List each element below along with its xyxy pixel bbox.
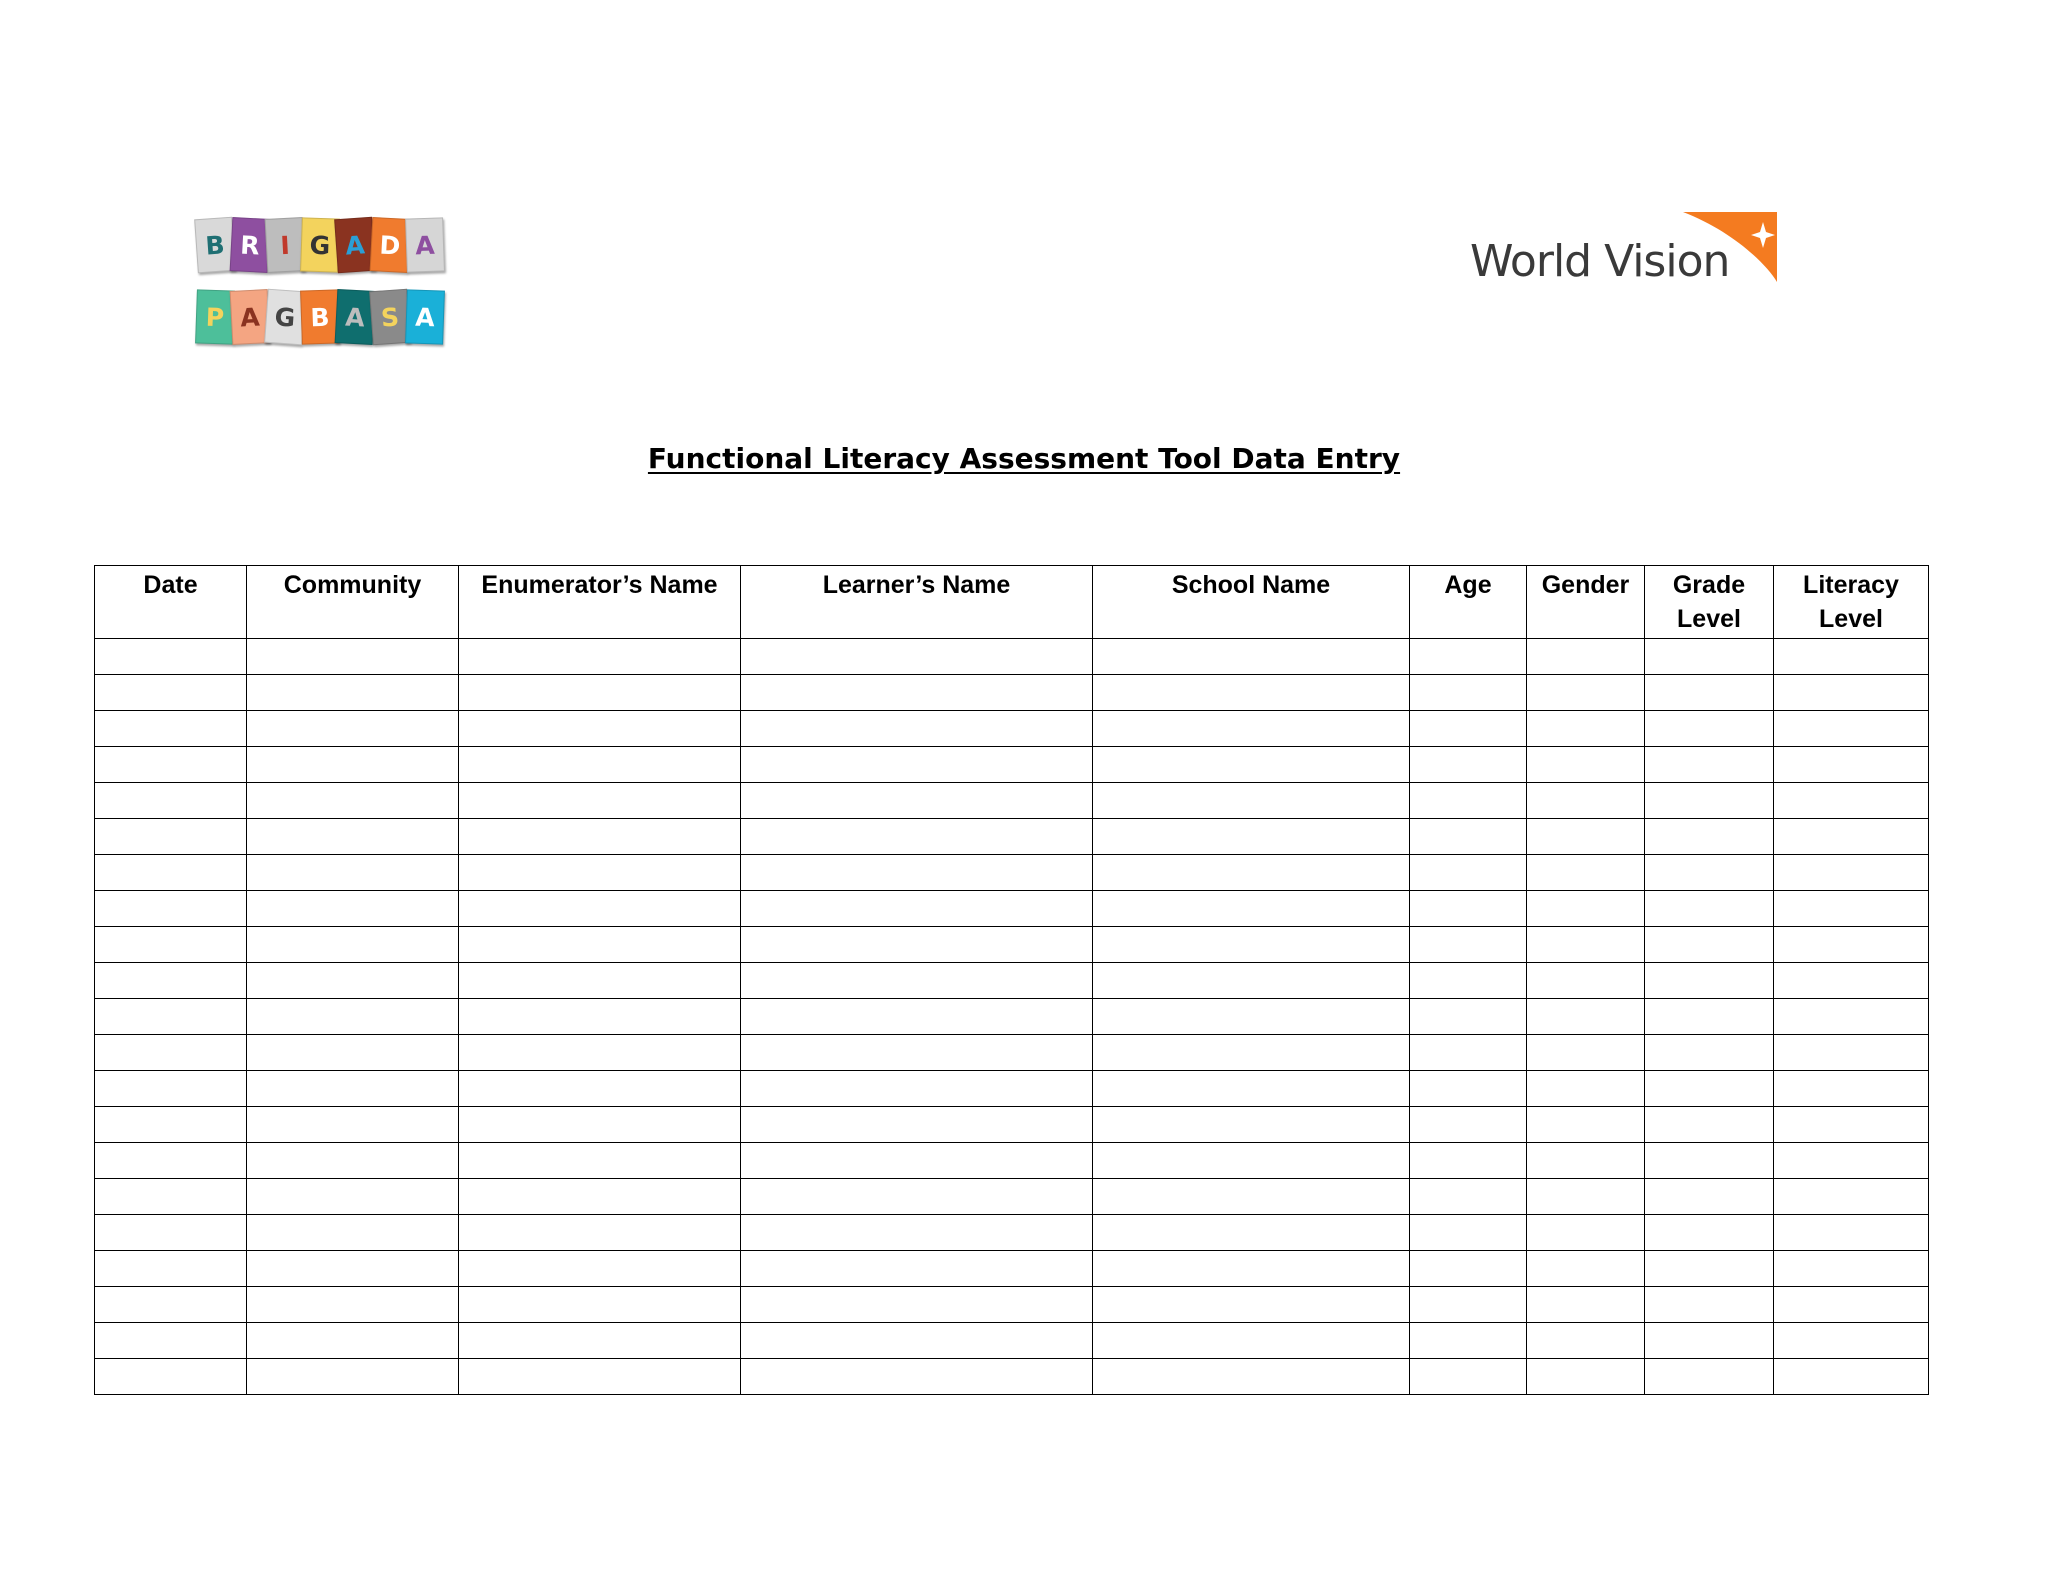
table-cell[interactable] — [1410, 963, 1527, 999]
table-cell[interactable] — [247, 855, 459, 891]
table-cell[interactable] — [95, 927, 247, 963]
table-cell[interactable] — [247, 999, 459, 1035]
brigada-letter-tile: D — [370, 217, 411, 273]
table-cell[interactable] — [1645, 1071, 1774, 1107]
table-cell[interactable] — [1410, 999, 1527, 1035]
page-title: Functional Literacy Assessment Tool Data Entry — [647, 442, 1401, 475]
table-cell[interactable] — [95, 1143, 247, 1179]
table-cell[interactable] — [1774, 927, 1929, 963]
brigada-letter-tile: G — [300, 217, 340, 272]
table-cell[interactable] — [1645, 783, 1774, 819]
table-cell[interactable] — [741, 747, 1093, 783]
table-cell[interactable] — [741, 963, 1093, 999]
table-cell[interactable] — [459, 1287, 741, 1323]
table-cell[interactable] — [1410, 1179, 1527, 1215]
table-cell[interactable] — [1527, 1071, 1645, 1107]
table-cell[interactable] — [247, 639, 459, 675]
table-cell[interactable] — [741, 711, 1093, 747]
table-cell[interactable] — [1527, 1287, 1645, 1323]
table-cell[interactable] — [1410, 1359, 1527, 1395]
table-cell[interactable] — [1645, 1215, 1774, 1251]
table-cell[interactable] — [1645, 1035, 1774, 1071]
table-cell[interactable] — [741, 1359, 1093, 1395]
table-cell[interactable] — [247, 1251, 459, 1287]
pagbasa-letter-tile: P — [195, 289, 235, 344]
table-cell[interactable] — [95, 1179, 247, 1215]
table-cell[interactable] — [95, 1323, 247, 1359]
table-cell[interactable] — [1410, 1107, 1527, 1143]
table-cell[interactable] — [459, 1143, 741, 1179]
table-row — [95, 1035, 1929, 1071]
table-cell[interactable] — [247, 963, 459, 999]
pagbasa-letter-tile: A — [405, 289, 445, 344]
table-cell[interactable] — [459, 999, 741, 1035]
table-cell[interactable] — [741, 675, 1093, 711]
table-cell[interactable] — [1645, 639, 1774, 675]
table-cell[interactable] — [1093, 963, 1410, 999]
world-vision-star-icon — [1675, 210, 1795, 286]
table-cell[interactable] — [247, 1215, 459, 1251]
pagbasa-letter-tile: G — [264, 289, 306, 346]
table-row — [95, 999, 1929, 1035]
table-cell[interactable] — [1645, 1323, 1774, 1359]
table-cell[interactable] — [1645, 891, 1774, 927]
table-cell[interactable] — [459, 891, 741, 927]
table-cell[interactable] — [459, 1251, 741, 1287]
table-cell[interactable] — [247, 1179, 459, 1215]
table-cell[interactable] — [1410, 1143, 1527, 1179]
pagbasa-letter-tile: B — [300, 289, 340, 344]
table-cell[interactable] — [1410, 855, 1527, 891]
table-cell[interactable] — [1093, 927, 1410, 963]
table-cell[interactable] — [1774, 711, 1929, 747]
table-cell[interactable] — [1527, 783, 1645, 819]
column-header-gender: Gender — [1527, 566, 1645, 639]
table-cell[interactable] — [1527, 1107, 1645, 1143]
table-cell[interactable] — [1527, 1359, 1645, 1395]
table-row — [95, 855, 1929, 891]
table-cell[interactable] — [1410, 1215, 1527, 1251]
table-row — [95, 1359, 1929, 1395]
table-cell[interactable] — [95, 1359, 247, 1395]
table-cell[interactable] — [1774, 819, 1929, 855]
table-cell[interactable] — [741, 1107, 1093, 1143]
table-cell[interactable] — [1774, 639, 1929, 675]
table-cell[interactable] — [1774, 675, 1929, 711]
table-cell[interactable] — [741, 1251, 1093, 1287]
table-cell[interactable] — [1093, 711, 1410, 747]
table-cell[interactable] — [1410, 639, 1527, 675]
table-cell[interactable] — [1774, 1287, 1929, 1323]
table-cell[interactable] — [1527, 639, 1645, 675]
brigada-letter-tile: I — [265, 217, 306, 273]
column-header-date: Date — [95, 566, 247, 639]
table-row — [95, 711, 1929, 747]
table-cell[interactable] — [1527, 675, 1645, 711]
brigada-letter-tile: A — [405, 217, 445, 272]
table-cell[interactable] — [741, 927, 1093, 963]
pagbasa-letter-tile: A — [230, 289, 271, 345]
table-cell[interactable] — [95, 1035, 247, 1071]
table-cell[interactable] — [459, 819, 741, 855]
table-cell[interactable] — [95, 891, 247, 927]
brigada-pagbasa-logo — [196, 212, 452, 360]
table-cell[interactable] — [1645, 819, 1774, 855]
table-cell[interactable] — [1093, 1143, 1410, 1179]
table-cell[interactable] — [459, 1359, 741, 1395]
table-cell[interactable] — [1410, 1251, 1527, 1287]
table-row — [95, 1071, 1929, 1107]
table-row — [95, 783, 1929, 819]
table-cell[interactable] — [1410, 747, 1527, 783]
table-cell[interactable] — [459, 855, 741, 891]
table-cell[interactable] — [459, 1071, 741, 1107]
table-cell[interactable] — [95, 963, 247, 999]
table-cell[interactable] — [1410, 1035, 1527, 1071]
pagbasa-letter-tile: S — [369, 289, 411, 346]
table-cell[interactable] — [1645, 747, 1774, 783]
table-row — [95, 1143, 1929, 1179]
table-cell[interactable] — [1410, 1323, 1527, 1359]
table-cell[interactable] — [459, 639, 741, 675]
table-cell[interactable] — [741, 1323, 1093, 1359]
table-cell[interactable] — [1527, 1179, 1645, 1215]
table-cell[interactable] — [95, 1215, 247, 1251]
table-cell[interactable] — [459, 1215, 741, 1251]
table-cell[interactable] — [247, 783, 459, 819]
table-cell[interactable] — [95, 747, 247, 783]
table-cell[interactable] — [247, 927, 459, 963]
table-cell[interactable] — [1774, 1179, 1929, 1215]
table-cell[interactable] — [741, 1215, 1093, 1251]
table-cell[interactable] — [1774, 1323, 1929, 1359]
table-row — [95, 1323, 1929, 1359]
table-cell[interactable] — [1774, 855, 1929, 891]
table-cell[interactable] — [1645, 927, 1774, 963]
table-cell[interactable] — [1774, 1071, 1929, 1107]
table-cell[interactable] — [247, 1107, 459, 1143]
table-cell[interactable] — [1527, 999, 1645, 1035]
table-cell[interactable] — [247, 675, 459, 711]
table-cell[interactable] — [1527, 1143, 1645, 1179]
table-cell[interactable] — [1410, 1071, 1527, 1107]
table-cell[interactable] — [247, 1359, 459, 1395]
column-header-community: Community — [247, 566, 459, 639]
column-header-grade-level: Grade Level — [1645, 566, 1774, 639]
table-cell[interactable] — [1093, 1179, 1410, 1215]
table-cell[interactable] — [1527, 747, 1645, 783]
column-header-school-name: School Name — [1093, 566, 1410, 639]
table-cell[interactable] — [1093, 1251, 1410, 1287]
table-cell[interactable] — [247, 891, 459, 927]
table-cell[interactable] — [459, 963, 741, 999]
table-cell[interactable] — [459, 927, 741, 963]
column-header-learner-name: Learner’s Name — [741, 566, 1093, 639]
table-cell[interactable] — [1527, 855, 1645, 891]
table-cell[interactable] — [1093, 747, 1410, 783]
table-cell[interactable] — [741, 1287, 1093, 1323]
table-cell[interactable] — [1527, 891, 1645, 927]
brigada-letter-tile: B — [194, 217, 236, 274]
table-cell[interactable] — [1645, 1179, 1774, 1215]
table-cell[interactable] — [1093, 891, 1410, 927]
table-row — [95, 1251, 1929, 1287]
table-row — [95, 963, 1929, 999]
table-cell[interactable] — [1410, 783, 1527, 819]
table-cell[interactable] — [1645, 1143, 1774, 1179]
world-vision-wordmark: World Vision — [1470, 236, 1730, 287]
table-cell[interactable] — [1527, 711, 1645, 747]
table-cell[interactable] — [247, 1287, 459, 1323]
table-cell[interactable] — [1410, 711, 1527, 747]
table-cell[interactable] — [1645, 963, 1774, 999]
table-cell[interactable] — [95, 1071, 247, 1107]
table-cell[interactable] — [95, 819, 247, 855]
table-cell[interactable] — [1527, 927, 1645, 963]
table-cell[interactable] — [1774, 1215, 1929, 1251]
table-cell[interactable] — [1774, 747, 1929, 783]
table-row — [95, 927, 1929, 963]
table-row — [95, 1107, 1929, 1143]
table-cell[interactable] — [459, 1035, 741, 1071]
table-cell[interactable] — [741, 1035, 1093, 1071]
table-row — [95, 891, 1929, 927]
table-row — [95, 1179, 1929, 1215]
table-cell[interactable] — [1774, 891, 1929, 927]
table-cell[interactable] — [1774, 999, 1929, 1035]
table-cell[interactable] — [1093, 1035, 1410, 1071]
table-cell[interactable] — [741, 819, 1093, 855]
table-cell[interactable] — [1093, 1323, 1410, 1359]
table-cell[interactable] — [1527, 1215, 1645, 1251]
table-cell[interactable] — [1645, 999, 1774, 1035]
table-cell[interactable] — [1093, 783, 1410, 819]
brigada-letter-tile: A — [334, 217, 376, 274]
table-cell[interactable] — [459, 711, 741, 747]
table-cell[interactable] — [741, 1179, 1093, 1215]
data-entry-table — [94, 565, 1929, 1395]
table-cell[interactable] — [95, 1107, 247, 1143]
table-cell[interactable] — [1527, 1035, 1645, 1071]
table-cell[interactable] — [1093, 675, 1410, 711]
table-cell[interactable] — [95, 675, 247, 711]
table-cell[interactable] — [1093, 1071, 1410, 1107]
table-cell[interactable] — [1774, 783, 1929, 819]
table-cell[interactable] — [1093, 999, 1410, 1035]
table-cell[interactable] — [247, 711, 459, 747]
table-cell[interactable] — [1645, 1107, 1774, 1143]
table-cell[interactable] — [1774, 1143, 1929, 1179]
table-cell[interactable] — [459, 675, 741, 711]
table-cell[interactable] — [1645, 1287, 1774, 1323]
table-cell[interactable] — [1410, 1287, 1527, 1323]
table-row — [95, 675, 1929, 711]
table-row — [95, 747, 1929, 783]
table-cell[interactable] — [247, 1071, 459, 1107]
table-cell[interactable] — [1527, 963, 1645, 999]
table-cell[interactable] — [95, 1287, 247, 1323]
table-header-row — [95, 566, 1929, 639]
table-cell[interactable] — [247, 819, 459, 855]
table-cell[interactable] — [741, 1143, 1093, 1179]
table-cell[interactable] — [741, 1071, 1093, 1107]
table-row — [95, 639, 1929, 675]
table-cell[interactable] — [1645, 855, 1774, 891]
table-cell[interactable] — [741, 999, 1093, 1035]
table-cell[interactable] — [1093, 1215, 1410, 1251]
table-cell[interactable] — [1774, 1251, 1929, 1287]
table-cell[interactable] — [95, 639, 247, 675]
table-cell[interactable] — [1410, 819, 1527, 855]
table-cell[interactable] — [1410, 927, 1527, 963]
table-cell[interactable] — [1645, 1251, 1774, 1287]
column-header-age: Age — [1410, 566, 1527, 639]
table-cell[interactable] — [1410, 891, 1527, 927]
table-cell[interactable] — [741, 891, 1093, 927]
table-row — [95, 1287, 1929, 1323]
table-cell[interactable] — [1645, 675, 1774, 711]
world-vision-logo — [1470, 210, 1790, 290]
column-header-enumerator-name: Enumerator’s Name — [459, 566, 741, 639]
table-cell[interactable] — [1093, 1287, 1410, 1323]
table-cell[interactable] — [247, 1035, 459, 1071]
table-cell[interactable] — [247, 1323, 459, 1359]
pagbasa-letter-tile: A — [335, 289, 376, 345]
table-row — [95, 1215, 1929, 1251]
table-cell[interactable] — [459, 783, 741, 819]
table-cell[interactable] — [741, 639, 1093, 675]
table-cell[interactable] — [247, 1143, 459, 1179]
table-cell[interactable] — [1527, 1323, 1645, 1359]
table-cell[interactable] — [459, 1107, 741, 1143]
table-cell[interactable] — [1093, 1107, 1410, 1143]
table-cell[interactable] — [1527, 819, 1645, 855]
table-cell[interactable] — [1774, 963, 1929, 999]
table-cell[interactable] — [95, 711, 247, 747]
table-cell[interactable] — [95, 783, 247, 819]
table-cell[interactable] — [95, 999, 247, 1035]
table-cell[interactable] — [1093, 639, 1410, 675]
table-cell[interactable] — [459, 1179, 741, 1215]
brigada-letter-tile: R — [230, 217, 271, 273]
table-cell[interactable] — [1774, 1035, 1929, 1071]
table-cell[interactable] — [1774, 1359, 1929, 1395]
table-cell[interactable] — [741, 855, 1093, 891]
column-header-literacy-level: Literacy Level — [1774, 566, 1929, 639]
table-cell[interactable] — [1645, 1359, 1774, 1395]
table-cell[interactable] — [1410, 675, 1527, 711]
table-cell[interactable] — [1527, 1251, 1645, 1287]
table-cell[interactable] — [1093, 819, 1410, 855]
table-cell[interactable] — [459, 747, 741, 783]
table-cell[interactable] — [741, 783, 1093, 819]
table-cell[interactable] — [247, 747, 459, 783]
table-cell[interactable] — [95, 1251, 247, 1287]
table-cell[interactable] — [95, 855, 247, 891]
table-cell[interactable] — [1093, 1359, 1410, 1395]
table-row — [95, 819, 1929, 855]
table-cell[interactable] — [1093, 855, 1410, 891]
table-cell[interactable] — [1645, 711, 1774, 747]
table-cell[interactable] — [1774, 1107, 1929, 1143]
table-cell[interactable] — [459, 1323, 741, 1359]
